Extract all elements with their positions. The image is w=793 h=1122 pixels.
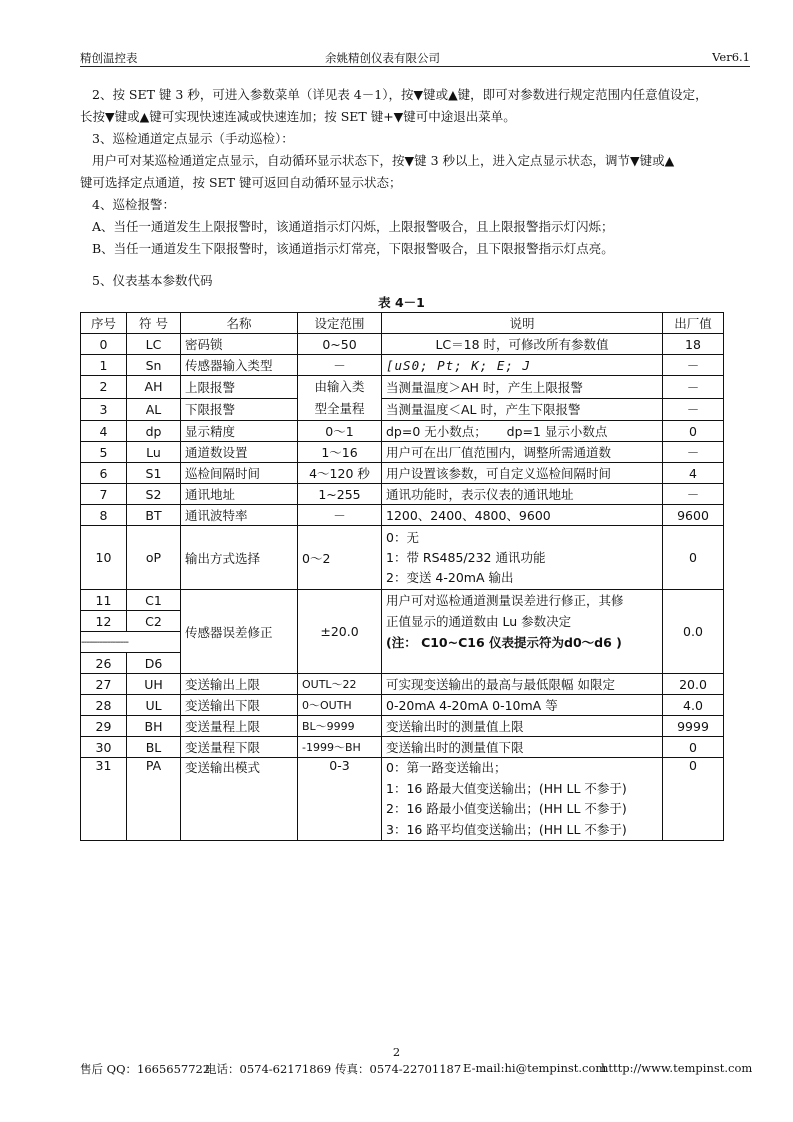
col-range: 设定范围 [298,313,382,334]
cell-range-merged: ±20.0 [298,590,382,674]
desc-line: 1：带 RS485/232 通讯功能 [386,549,546,565]
cell-desc: 变送输出时的测量值下限 [382,737,663,758]
cell-desc: 1200、2400、4800、9600 [382,505,663,526]
cell-default: 9999 [663,716,724,737]
cell-desc: 用户可在出厂值范围内，调整所需通道数 [382,442,663,463]
table-row [81,421,724,442]
cell-code: AL [127,398,181,421]
footer-fax: 传真：0574-22701187 [335,1062,462,1076]
desc-line: 2：变送 4-20mA 输出 [386,569,514,585]
cell-name: 变送输出上限 [181,674,298,695]
cell-code: BT [127,505,181,526]
cell-seq: 30 [81,737,127,758]
table-row [81,398,724,421]
table-row [81,716,724,737]
col-name: 名称 [181,313,298,334]
cell-desc: 当测量温度＞AH 时，产生上限报警 [382,376,663,399]
cell-default: － [663,484,724,505]
table-row [81,376,724,399]
parameter-table [80,312,724,841]
cell-desc: LC＝18 时，可修改所有参数值 [382,334,663,355]
cell-range: 0～2 [298,526,382,590]
cell-range: 0~50 [298,334,382,355]
cell-range: OUTL～22 [298,674,382,695]
cell-seq: 27 [81,674,127,695]
cell-seq: 26 [81,653,127,674]
col-seq: 序号 [81,313,127,334]
cell-name: 下限报警 [181,398,298,421]
cell-seq: 8 [81,505,127,526]
cell-desc: 通讯功能时，表示仪表的通讯地址 [382,484,663,505]
cell-code: BH [127,716,181,737]
cell-code: C1 [127,590,181,611]
cell-name: 变送量程下限 [181,737,298,758]
table-caption: 表 4－1 [378,295,425,310]
cell-name: 密码锁 [181,334,298,355]
cell-default: 0 [663,758,724,841]
para-3-line2: 键可选择定点通道，按 SET 键可返回自动循环显示状态； [80,175,402,190]
cell-desc: 当测量温度＜AL 时，产生下限报警 [382,398,663,421]
cell-default: 4 [663,463,724,484]
cell-code: UL [127,695,181,716]
body-text [80,84,755,260]
cell-desc: 变送输出时的测量值上限 [382,716,663,737]
cell-code: AH [127,376,181,399]
cell-name: 上限报警 [181,376,298,399]
cell-default: － [663,355,724,376]
page-number: 2 [392,1045,401,1059]
table-row [81,590,724,611]
cell-seq: 31 [81,758,127,841]
cell-name: 变送输出下限 [181,695,298,716]
para-3-line1: 用户可对某巡检通道定点显示，自动循环显示状态下，按▼键 3 秒以上，进入定点显示状态，调节▼键或▲ [92,153,675,168]
cell-seq: 0 [81,334,127,355]
para-2-line2: 长按▼键或▲键可实现快速连减或快速连加；按 SET 键+▼键可中途退出菜单。 [80,109,516,124]
desc-line: 0：无 [386,529,419,545]
range-line1: 由输入类 [314,379,365,394]
cell-range: 0～1 [298,421,382,442]
table-row [81,526,724,590]
para-3-title: 3、巡检通道定点显示（手动巡检）： [92,131,294,146]
cell-code: oP [127,526,181,590]
cell-seq: 6 [81,463,127,484]
cell-name: 通讯地址 [181,484,298,505]
cell-desc-multi [382,526,663,590]
cell-name: 变送输出模式 [181,758,298,841]
cell-desc-multi [382,758,663,841]
cell-name-merged: 传感器误差修正 [181,590,298,674]
cell-desc: dp=0 无小数点； dp=1 显示小数点 [382,421,663,442]
cell-default: － [663,398,724,421]
footer-qq: 售后 QQ：1665657722 [80,1062,211,1076]
cell-seq: 4 [81,421,127,442]
cell-seq: 1 [81,355,127,376]
header-version: Ver6.1 [712,50,750,64]
cell-code: UH [127,674,181,695]
cell-seq: 7 [81,484,127,505]
cell-code: dp [127,421,181,442]
cell-default-merged: 0.0 [663,590,724,674]
desc-line: 2：16 路最小值变送输出；(HH LL 不参于) [386,801,627,816]
cell-desc-multi [382,590,663,674]
cell-default: 18 [663,334,724,355]
cell-default: 20.0 [663,674,724,695]
cell-range: － [298,355,382,376]
cell-name: 输出方式选择 [181,526,298,590]
cell-code: LC [127,334,181,355]
cell-desc: 0-20mA 4-20mA 0-10mA 等 [382,695,663,716]
cell-default: 0 [663,526,724,590]
para-4-title: 4、巡检报警： [92,197,175,212]
cell-default: 9600 [663,505,724,526]
cell-desc: 可实现变送输出的最高与最低限幅 如限定 [382,674,663,695]
desc-line: 3：16 路平均值变送输出；(HH LL 不参于) [386,821,627,837]
cell-default: － [663,376,724,399]
cell-code: PA [127,758,181,841]
cell-name: 变送量程上限 [181,716,298,737]
table-row [81,484,724,505]
section-5 [80,270,755,292]
cell-range: -1999～BH [298,737,382,758]
desc-line: (注： C10~C16 仪表提示符为d0～d6 ) [386,635,622,650]
table-row [81,695,724,716]
table-row [81,505,724,526]
cell-code: Sn [127,355,181,376]
para-4-b: B、当任一通道发生下限报警时，该通道指示灯常亮，下限报警吸合，且下限报警指示灯点亮。 [92,241,614,256]
desc-line: 用户可对巡检通道测量误差进行修正，其修 [386,593,624,608]
cell-seq: 11 [81,590,127,611]
cell-seq: 5 [81,442,127,463]
cell-default: 0 [663,737,724,758]
table-row [81,758,724,841]
table-header-row [81,313,724,334]
header-left: 精创温控表 [80,51,138,65]
cell-name: 通讯波特率 [181,505,298,526]
cell-range: － [298,505,382,526]
cell-code: Lu [127,442,181,463]
para-5-title: 5、仪表基本参数代码 [92,273,213,288]
cell-default: 4.0 [663,695,724,716]
cell-seq: 28 [81,695,127,716]
cell-desc: 用户设置该参数，可自定义巡检间隔时间 [382,463,663,484]
cell-seq: 29 [81,716,127,737]
cell-seq: 12 [81,611,127,632]
cell-code: BL [127,737,181,758]
cell-seq: 2 [81,376,127,399]
desc-line: 1：16 路最大值变送输出；(HH LL 不参于) [386,780,627,796]
cell-dash: ------------------ [81,632,181,653]
cell-seq: 3 [81,398,127,421]
table-row [81,674,724,695]
table-row [81,442,724,463]
cell-range-merged [298,376,382,421]
cell-code: S1 [127,463,181,484]
header-divider [80,66,750,67]
cell-range: 0-3 [298,758,382,841]
cell-default: 0 [663,421,724,442]
footer-phone: 电话：0574-62171869 [205,1062,332,1076]
desc-line: 0：第一路变送输出； [386,760,507,775]
cell-range: 1～16 [298,442,382,463]
cell-range: 4～120 秒 [298,463,382,484]
cell-desc-lcd-glyphs: [uS0; Pt; K; E; J [382,355,663,376]
footer-email: E-mail:hi@tempinst.com [463,1061,607,1075]
cell-name: 巡检间隔时间 [181,463,298,484]
cell-seq: 10 [81,526,127,590]
cell-code: D6 [127,653,181,674]
page-header [80,50,750,66]
cell-name: 显示精度 [181,421,298,442]
col-desc: 说明 [382,313,663,334]
cell-code: S2 [127,484,181,505]
table-row [81,463,724,484]
range-line2: 型全量程 [314,401,365,416]
col-default: 出厂值 [663,313,724,334]
col-code: 符 号 [127,313,181,334]
cell-code: C2 [127,611,181,632]
para-2-line1: 2、按 SET 键 3 秒，可进入参数菜单（详见表 4－1），按▼键或▲键，即可对参数进行规定范围内任意值设定， [92,87,708,102]
cell-name: 通道数设置 [181,442,298,463]
table-row [81,355,724,376]
cell-range: 1~255 [298,484,382,505]
cell-name: 传感器输入类型 [181,355,298,376]
header-company: 余姚精创仪表有限公司 [325,51,440,65]
cell-range: 0～OUTH [298,695,382,716]
cell-default: － [663,442,724,463]
table-row [81,737,724,758]
cell-range: BL～9999 [298,716,382,737]
para-4-a: A、当任一通道发生上限报警时，该通道指示灯闪烁，上限报警吸合，且上限报警指示灯闪烁； [92,219,614,234]
footer-website: htttp://www.tempinst.com [601,1061,753,1075]
desc-line: 正值显示的通道数由 Lu 参数决定 [386,614,572,629]
table-row [81,334,724,355]
